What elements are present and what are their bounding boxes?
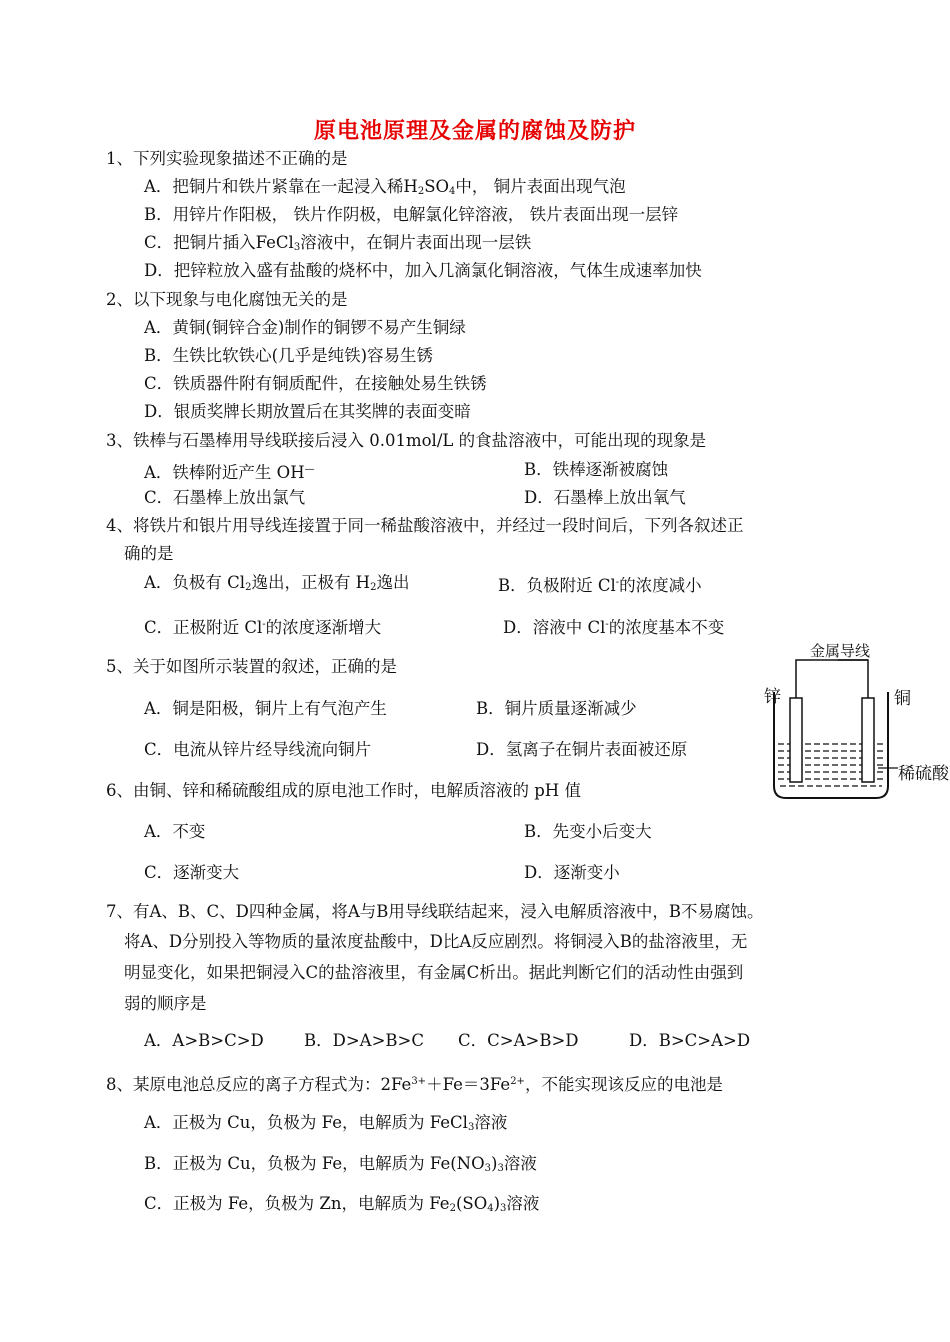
question-7-option-c: C．C>A>B>D (458, 1031, 579, 1050)
question-7-stem-line-1: 7、有A、B、C、D四种金属，将A与B用导线联结起来，浸入电解质溶液中，B不易腐蚀。 (106, 902, 764, 921)
question-5-option-c: C．电流从锌片经导线流向铜片 (144, 740, 372, 759)
question-2-option-b: B．生铁比软铁心(几乎是纯铁)容易生锈 (144, 346, 433, 365)
zinc-label: 锌 (764, 687, 781, 707)
question-6-option-a: A．不变 (144, 822, 206, 841)
question-1-option-b: B．用锌片作阳极， 铁片作阴极，电解氯化锌溶液， 铁片表面出现一层锌 (144, 205, 679, 224)
wire-left (796, 660, 832, 702)
question-7-option-d: D．B>C>A>D (629, 1031, 751, 1050)
question-7-option-a: A．A>B>C>D (144, 1031, 264, 1050)
question-3-option-b: B．铁棒逐渐被腐蚀 (524, 460, 669, 479)
question-4-option-a: A．负极有 $Cl_2$逸出，正极有 $H_2$逸出 (144, 573, 410, 593)
question-3-option-d: D．石墨棒上放出氧气 (524, 488, 686, 507)
zinc-electrode (790, 698, 802, 782)
figure-wire-label: 金属导线 (810, 642, 871, 660)
question-7-stem-line-2: 将A、D分别投入等物质的量浓度盐酸中，D比A反应剧烈。将铜浸入B的盐溶液里，无 (124, 932, 748, 951)
wire-right (832, 660, 868, 702)
question-4-option-c: C．正极附近 Cl-的浓度逐渐增大 (144, 618, 382, 637)
page-title: 原电池原理及金属的腐蚀及防护 (313, 119, 636, 144)
copper-electrode (862, 698, 874, 782)
question-7-stem-line-4: 弱的顺序是 (124, 994, 207, 1013)
copper-label: 铜 (894, 689, 911, 709)
question-4-stem-line-1: 4、将铁片和银片用导线连接置于同一稀盐酸溶液中，并经过一段时间后，下列各叙述正 (106, 516, 744, 535)
question-8-option-a: A．正极为 Cu，负极为 Fe，电解质为 FeCl$_3$溶液 (144, 1113, 508, 1133)
question-5-option-d: D．氢离子在铜片表面被还原 (476, 740, 688, 759)
question-4-option-b: B．负极附近 Cl-的浓度减小 (498, 576, 702, 595)
question-6-option-d: D．逐渐变小 (524, 863, 620, 882)
question-3-option-a: A．铁棒附近产生 OH— (144, 463, 315, 482)
question-5-option-b: B．铜片质量逐渐减少 (476, 699, 637, 718)
question-1-option-c: C．把铜片插入FeCl$_3$溶液中，在铜片表面出现一层铁 (144, 233, 532, 253)
question-2-stem: 2、以下现象与电化腐蚀无关的是 (106, 290, 348, 309)
question-7-option-b: B．D>A>B>C (304, 1031, 424, 1050)
question-1-option-d: D．把锌粒放入盛有盐酸的烧杯中，加入几滴氯化铜溶液，气体生成速率加快 (144, 261, 702, 280)
question-5-option-a: A．铜是阳极，铜片上有气泡产生 (144, 699, 387, 718)
question-3-option-c: C．石墨棒上放出氯气 (144, 488, 306, 507)
galvanic-cell-diagram (752, 636, 949, 816)
question-8-stem: 8、某原电池总反应的离子方程式为：$2Fe^{3+}+Fe=3Fe^{2+}$，不能实现该反应的电池是 (106, 1075, 723, 1094)
question-5-stem: 5、关于如图所示装置的叙述，正确的是 (106, 657, 397, 676)
question-8-option-b: B．正极为 Cu，负极为 Fe，电解质为 $Fe(NO_3)_3$溶液 (144, 1154, 537, 1174)
question-1-stem: 1、下列实验现象描述不正确的是 (106, 149, 348, 168)
question-2-option-c: C．铁质器件附有铜质配件，在接触处易生铁锈 (144, 374, 487, 393)
question-6-option-b: B．先变小后变大 (524, 822, 652, 841)
question-1-option-a: A．把铜片和铁片紧靠在一起浸入稀$H_2SO_4$中， 铜片表面出现气泡 (144, 177, 626, 197)
question-4-stem-line-2: 确的是 (124, 544, 174, 563)
question-8-option-c: C．正极为 Fe，负极为 Zn，电解质为 $Fe_2(SO_4)_3$溶液 (144, 1194, 540, 1214)
question-2-option-a: A．黄铜(铜锌合金)制作的铜锣不易产生铜绿 (144, 318, 466, 337)
question-4-option-d: D．溶液中 Cl-的浓度基本不变 (503, 618, 725, 637)
question-2-option-d: D．银质奖牌长期放置后在其奖牌的表面变暗 (144, 402, 471, 421)
question-6-option-c: C．逐渐变大 (144, 863, 240, 882)
question-7-stem-line-3: 明显变化，如果把铜浸入C的盐溶液里，有金属C析出。据此判断它们的活动性由强到 (124, 963, 744, 982)
question-3-stem: 3、铁棒与石墨棒用导线联接后浸入 0.01mol/L 的食盐溶液中，可能出现的现象是 (106, 431, 707, 450)
solution-label: 稀硫酸 (898, 764, 949, 784)
question-6-stem: 6、由铜、锌和稀硫酸组成的原电池工作时，电解质溶液的 pH 值 (106, 781, 581, 800)
